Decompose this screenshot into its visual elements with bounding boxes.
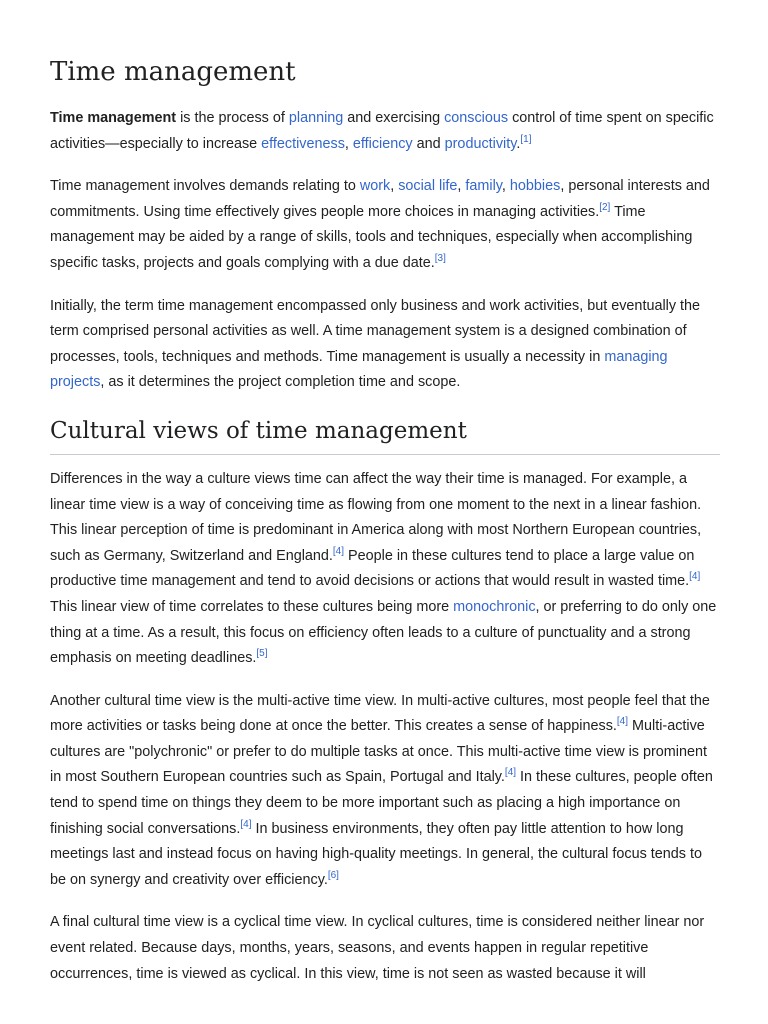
cultural-paragraph-2: Another cultural time view is the multi-active time view. In multi-active cultures, most people feel that the more activities or tasks being done at once the better. This creates a sense of happiness.[4] Multi-active cultures are "polychronic" or prefer to do multiple tasks at once. This multi-active time view is prominent in most Southern European countries such as Spain, Portugal and Italy.[4] In these cultures, people often tend to spend time on things they deem to be more important such as placing a high importance on finishing social conversations.[4] In business environments, they often pay little attention to how long meetings last and instead focus on having high-quality meetings. In general, the cultural focus tends to be on synergy and creativity over efficiency.[6] — [50, 692, 713, 888]
citation-1[interactable]: [1] — [520, 133, 532, 145]
link-effectiveness[interactable]: effectiveness — [261, 135, 345, 152]
link-planning[interactable]: planning — [288, 110, 344, 126]
link-managing-projects[interactable]: managing projects — [50, 348, 668, 391]
link-work[interactable]: work — [359, 178, 391, 195]
cultural-paragraph-1: Differences in the way a culture views time can affect the way their time is managed. For example, a linear time view is a way of conceiving time as flowing from one moment to the next in a linear fashion. This linear perception of time is predominant in America along with most Northern European countries, such as Germany, Switzerland and England.[4] People in these cultures tend to place a large value on productive time management and tend to avoid decisions or actions that would result in wasted time.[4] This linear view of time correlates to these cultures being more monochronic, or preferring to do only one thing at a time. As a result, this focus on efficiency often leads to a culture of punctuality and a strong emphasis on meeting deadlines.[5] — [50, 470, 717, 667]
link-conscious[interactable]: conscious — [444, 110, 509, 126]
citation-4[interactable]: [4] — [689, 571, 701, 583]
article-content — [50, 52, 720, 1004]
citation-4[interactable]: [4] — [240, 818, 252, 830]
link-family[interactable]: family — [465, 178, 502, 195]
citation-4[interactable]: [4] — [616, 716, 629, 728]
intro-paragraph-1: Time management is the process of planning and exercising conscious control of time spent on specific activities—especially to increase effectiveness, efficiency and productivity.[1] — [50, 110, 714, 152]
citation-3[interactable]: [3] — [434, 252, 446, 264]
page-title: Time management — [50, 57, 296, 87]
citation-4[interactable]: [4] — [332, 545, 345, 557]
bold-term: Time management — [50, 110, 177, 126]
intro-paragraph-2: Time management involves demands relating to work, social life, family, hobbies, personal interests and commitments. Using time effectively gives people more choices in managing activities.[2] Time management may be aided by a range of skills, tools and techniques, especially when accomplishing specific tasks, projects and goals complying with a due date.[3] — [50, 178, 710, 271]
citation-2[interactable]: [2] — [599, 201, 611, 213]
citation-6[interactable]: [6] — [327, 869, 339, 881]
section-heading-cultural-views: Cultural views of time management — [50, 414, 720, 455]
link-monochronic[interactable]: monochronic — [453, 598, 536, 615]
link-efficiency[interactable]: efficiency — [352, 135, 413, 152]
link-hobbies[interactable]: hobbies — [509, 178, 561, 195]
citation-5[interactable]: [5] — [256, 648, 268, 660]
link-social-life[interactable]: social life — [398, 178, 458, 195]
cultural-paragraph-3: A final cultural time view is a cyclical time view. In cyclical cultures, time is considered neither linear nor event related. Because days, months, years, seasons, and events happen in regular repetitive occurrences, time is viewed as cyclical. In this view, time is not seen as wasted because it will — [50, 914, 705, 982]
link-productivity[interactable]: productivity — [444, 135, 517, 152]
citation-4[interactable]: [4] — [504, 767, 517, 779]
intro-paragraph-3: Initially, the term time management encompassed only business and work activities, but eventually the term comprised personal activities as well. A time management system is a designed combination of processes, tools, techniques and methods. Time management is usually a necessity in managing projects, as it determines the project completion time and scope. — [50, 297, 701, 391]
